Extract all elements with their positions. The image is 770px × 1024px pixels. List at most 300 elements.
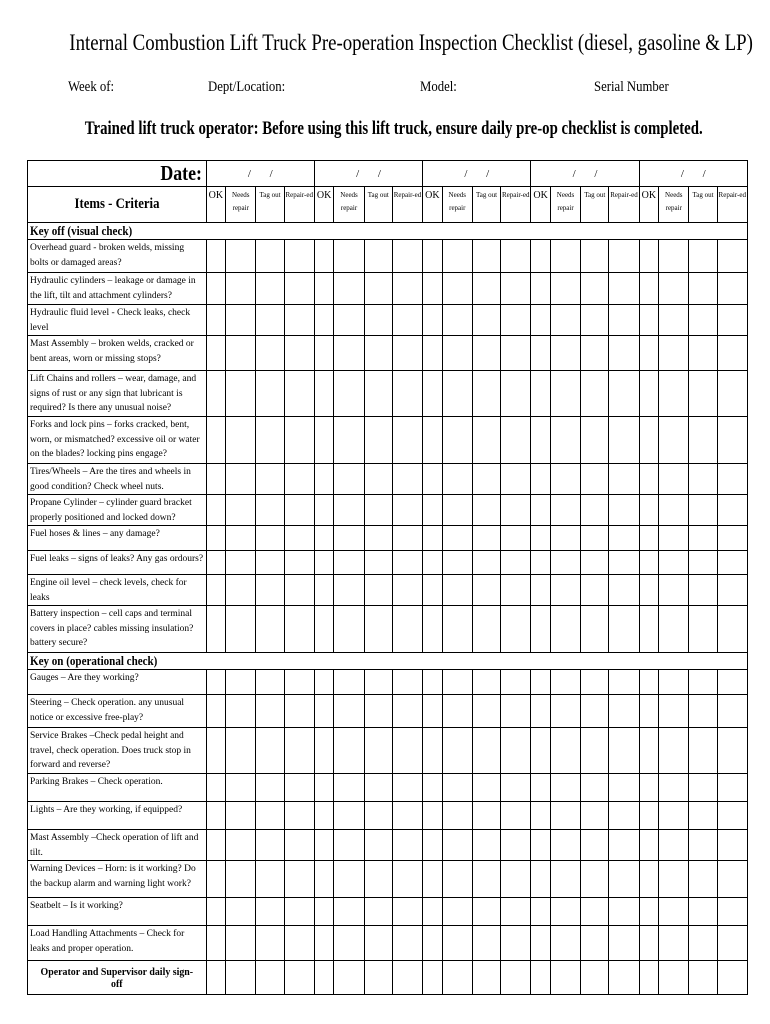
check-box-ok-day-2[interactable]	[314, 495, 333, 526]
signoff-box-day-2[interactable]	[392, 961, 422, 995]
check-box-tag-out-day-3[interactable]	[472, 371, 500, 417]
check-box-ok-day-3[interactable]	[423, 861, 442, 898]
check-box-ok-day-4[interactable]	[531, 670, 550, 695]
check-box-tag-out-day-5[interactable]	[689, 861, 717, 898]
check-box-needs-repair-day-3[interactable]	[442, 926, 472, 961]
date-entry-day-3[interactable]: / /	[423, 161, 531, 187]
check-box-repaired-day-4[interactable]	[609, 495, 639, 526]
check-box-ok-day-5[interactable]	[639, 575, 658, 606]
check-box-needs-repair-day-4[interactable]	[550, 802, 580, 830]
check-box-ok-day-5[interactable]	[639, 774, 658, 802]
signoff-box-day-4[interactable]	[550, 961, 580, 995]
check-box-tag-out-day-3[interactable]	[472, 551, 500, 575]
check-box-tag-out-day-5[interactable]	[689, 526, 717, 551]
check-box-repaired-day-2[interactable]	[392, 551, 422, 575]
check-box-tag-out-day-3[interactable]	[472, 898, 500, 926]
check-box-repaired-day-2[interactable]	[392, 695, 422, 728]
check-box-ok-day-1[interactable]	[206, 273, 225, 305]
check-box-ok-day-5[interactable]	[639, 898, 658, 926]
check-box-repaired-day-3[interactable]	[501, 417, 531, 464]
check-box-repaired-day-2[interactable]	[392, 802, 422, 830]
check-box-tag-out-day-1[interactable]	[256, 336, 284, 371]
check-box-needs-repair-day-5[interactable]	[659, 695, 689, 728]
check-box-repaired-day-5[interactable]	[717, 670, 747, 695]
check-box-ok-day-1[interactable]	[206, 575, 225, 606]
check-box-repaired-day-5[interactable]	[717, 305, 747, 336]
check-box-tag-out-day-1[interactable]	[256, 417, 284, 464]
check-box-tag-out-day-3[interactable]	[472, 336, 500, 371]
check-box-ok-day-4[interactable]	[531, 336, 550, 371]
check-box-tag-out-day-1[interactable]	[256, 575, 284, 606]
check-box-repaired-day-3[interactable]	[501, 305, 531, 336]
check-box-needs-repair-day-1[interactable]	[226, 417, 256, 464]
check-box-tag-out-day-5[interactable]	[689, 802, 717, 830]
check-box-needs-repair-day-1[interactable]	[226, 464, 256, 495]
check-box-tag-out-day-3[interactable]	[472, 575, 500, 606]
check-box-ok-day-5[interactable]	[639, 551, 658, 575]
check-box-ok-day-1[interactable]	[206, 926, 225, 961]
check-box-tag-out-day-1[interactable]	[256, 273, 284, 305]
check-box-needs-repair-day-4[interactable]	[550, 551, 580, 575]
check-box-ok-day-5[interactable]	[639, 670, 658, 695]
date-entry-day-1[interactable]: / /	[206, 161, 314, 187]
check-box-ok-day-4[interactable]	[531, 495, 550, 526]
check-box-tag-out-day-2[interactable]	[364, 830, 392, 861]
check-box-needs-repair-day-3[interactable]	[442, 898, 472, 926]
check-box-tag-out-day-1[interactable]	[256, 551, 284, 575]
check-box-ok-day-3[interactable]	[423, 371, 442, 417]
check-box-tag-out-day-1[interactable]	[256, 802, 284, 830]
check-box-tag-out-day-1[interactable]	[256, 695, 284, 728]
check-box-tag-out-day-5[interactable]	[689, 898, 717, 926]
check-box-repaired-day-3[interactable]	[501, 898, 531, 926]
check-box-ok-day-1[interactable]	[206, 240, 225, 273]
check-box-needs-repair-day-4[interactable]	[550, 898, 580, 926]
check-box-needs-repair-day-1[interactable]	[226, 728, 256, 774]
check-box-tag-out-day-5[interactable]	[689, 695, 717, 728]
check-box-tag-out-day-5[interactable]	[689, 926, 717, 961]
check-box-needs-repair-day-1[interactable]	[226, 830, 256, 861]
check-box-ok-day-5[interactable]	[639, 417, 658, 464]
check-box-tag-out-day-4[interactable]	[581, 551, 609, 575]
check-box-needs-repair-day-1[interactable]	[226, 861, 256, 898]
check-box-repaired-day-4[interactable]	[609, 728, 639, 774]
check-box-ok-day-1[interactable]	[206, 551, 225, 575]
check-box-needs-repair-day-1[interactable]	[226, 670, 256, 695]
check-box-ok-day-3[interactable]	[423, 774, 442, 802]
check-box-needs-repair-day-4[interactable]	[550, 575, 580, 606]
check-box-needs-repair-day-2[interactable]	[334, 774, 364, 802]
check-box-ok-day-3[interactable]	[423, 670, 442, 695]
check-box-ok-day-5[interactable]	[639, 695, 658, 728]
signoff-box-day-3[interactable]	[423, 961, 442, 995]
check-box-needs-repair-day-4[interactable]	[550, 670, 580, 695]
check-box-needs-repair-day-5[interactable]	[659, 898, 689, 926]
check-box-tag-out-day-1[interactable]	[256, 861, 284, 898]
signoff-box-day-1[interactable]	[284, 961, 314, 995]
check-box-repaired-day-4[interactable]	[609, 371, 639, 417]
check-box-needs-repair-day-4[interactable]	[550, 606, 580, 653]
check-box-needs-repair-day-5[interactable]	[659, 606, 689, 653]
check-box-tag-out-day-2[interactable]	[364, 695, 392, 728]
check-box-needs-repair-day-5[interactable]	[659, 861, 689, 898]
check-box-tag-out-day-3[interactable]	[472, 606, 500, 653]
check-box-needs-repair-day-4[interactable]	[550, 240, 580, 273]
check-box-ok-day-1[interactable]	[206, 774, 225, 802]
check-box-repaired-day-3[interactable]	[501, 336, 531, 371]
check-box-needs-repair-day-3[interactable]	[442, 551, 472, 575]
check-box-tag-out-day-4[interactable]	[581, 898, 609, 926]
check-box-ok-day-4[interactable]	[531, 830, 550, 861]
check-box-repaired-day-4[interactable]	[609, 898, 639, 926]
check-box-tag-out-day-1[interactable]	[256, 670, 284, 695]
check-box-ok-day-2[interactable]	[314, 551, 333, 575]
check-box-needs-repair-day-1[interactable]	[226, 371, 256, 417]
check-box-tag-out-day-1[interactable]	[256, 371, 284, 417]
check-box-ok-day-5[interactable]	[639, 240, 658, 273]
check-box-tag-out-day-5[interactable]	[689, 273, 717, 305]
check-box-ok-day-4[interactable]	[531, 464, 550, 495]
check-box-needs-repair-day-4[interactable]	[550, 464, 580, 495]
check-box-needs-repair-day-4[interactable]	[550, 305, 580, 336]
check-box-repaired-day-4[interactable]	[609, 305, 639, 336]
check-box-tag-out-day-1[interactable]	[256, 526, 284, 551]
check-box-tag-out-day-5[interactable]	[689, 551, 717, 575]
check-box-needs-repair-day-3[interactable]	[442, 606, 472, 653]
check-box-ok-day-2[interactable]	[314, 926, 333, 961]
check-box-tag-out-day-4[interactable]	[581, 575, 609, 606]
check-box-repaired-day-1[interactable]	[284, 802, 314, 830]
check-box-needs-repair-day-1[interactable]	[226, 551, 256, 575]
check-box-ok-day-3[interactable]	[423, 728, 442, 774]
check-box-repaired-day-4[interactable]	[609, 273, 639, 305]
check-box-tag-out-day-5[interactable]	[689, 464, 717, 495]
check-box-tag-out-day-1[interactable]	[256, 606, 284, 653]
signoff-box-day-1[interactable]	[226, 961, 256, 995]
check-box-needs-repair-day-1[interactable]	[226, 305, 256, 336]
check-box-repaired-day-1[interactable]	[284, 728, 314, 774]
check-box-needs-repair-day-1[interactable]	[226, 695, 256, 728]
check-box-repaired-day-3[interactable]	[501, 606, 531, 653]
check-box-ok-day-2[interactable]	[314, 371, 333, 417]
check-box-ok-day-1[interactable]	[206, 417, 225, 464]
check-box-ok-day-4[interactable]	[531, 728, 550, 774]
check-box-repaired-day-1[interactable]	[284, 464, 314, 495]
check-box-tag-out-day-3[interactable]	[472, 695, 500, 728]
check-box-needs-repair-day-5[interactable]	[659, 526, 689, 551]
check-box-ok-day-2[interactable]	[314, 802, 333, 830]
signoff-box-day-3[interactable]	[442, 961, 472, 995]
check-box-repaired-day-1[interactable]	[284, 926, 314, 961]
check-box-tag-out-day-2[interactable]	[364, 464, 392, 495]
check-box-repaired-day-1[interactable]	[284, 830, 314, 861]
check-box-needs-repair-day-2[interactable]	[334, 926, 364, 961]
check-box-needs-repair-day-2[interactable]	[334, 336, 364, 371]
check-box-repaired-day-1[interactable]	[284, 551, 314, 575]
check-box-needs-repair-day-3[interactable]	[442, 861, 472, 898]
check-box-ok-day-3[interactable]	[423, 305, 442, 336]
check-box-needs-repair-day-2[interactable]	[334, 898, 364, 926]
check-box-tag-out-day-2[interactable]	[364, 273, 392, 305]
check-box-needs-repair-day-2[interactable]	[334, 695, 364, 728]
check-box-repaired-day-2[interactable]	[392, 495, 422, 526]
check-box-repaired-day-4[interactable]	[609, 861, 639, 898]
check-box-ok-day-2[interactable]	[314, 526, 333, 551]
check-box-tag-out-day-5[interactable]	[689, 336, 717, 371]
check-box-ok-day-1[interactable]	[206, 464, 225, 495]
check-box-ok-day-5[interactable]	[639, 830, 658, 861]
check-box-ok-day-1[interactable]	[206, 695, 225, 728]
check-box-repaired-day-5[interactable]	[717, 371, 747, 417]
check-box-repaired-day-5[interactable]	[717, 830, 747, 861]
check-box-repaired-day-1[interactable]	[284, 240, 314, 273]
check-box-repaired-day-3[interactable]	[501, 728, 531, 774]
check-box-repaired-day-4[interactable]	[609, 551, 639, 575]
check-box-repaired-day-1[interactable]	[284, 305, 314, 336]
check-box-ok-day-3[interactable]	[423, 830, 442, 861]
check-box-repaired-day-3[interactable]	[501, 575, 531, 606]
check-box-repaired-day-4[interactable]	[609, 526, 639, 551]
check-box-repaired-day-4[interactable]	[609, 802, 639, 830]
check-box-ok-day-5[interactable]	[639, 371, 658, 417]
check-box-repaired-day-5[interactable]	[717, 774, 747, 802]
check-box-repaired-day-3[interactable]	[501, 526, 531, 551]
check-box-ok-day-5[interactable]	[639, 526, 658, 551]
check-box-tag-out-day-4[interactable]	[581, 240, 609, 273]
check-box-tag-out-day-4[interactable]	[581, 728, 609, 774]
check-box-needs-repair-day-2[interactable]	[334, 861, 364, 898]
check-box-ok-day-2[interactable]	[314, 898, 333, 926]
check-box-ok-day-1[interactable]	[206, 371, 225, 417]
check-box-ok-day-5[interactable]	[639, 495, 658, 526]
check-box-needs-repair-day-2[interactable]	[334, 464, 364, 495]
check-box-ok-day-5[interactable]	[639, 336, 658, 371]
check-box-repaired-day-1[interactable]	[284, 774, 314, 802]
check-box-repaired-day-4[interactable]	[609, 926, 639, 961]
check-box-repaired-day-5[interactable]	[717, 728, 747, 774]
check-box-needs-repair-day-5[interactable]	[659, 495, 689, 526]
check-box-tag-out-day-4[interactable]	[581, 861, 609, 898]
check-box-ok-day-4[interactable]	[531, 774, 550, 802]
check-box-tag-out-day-2[interactable]	[364, 670, 392, 695]
check-box-repaired-day-2[interactable]	[392, 830, 422, 861]
check-box-repaired-day-1[interactable]	[284, 336, 314, 371]
check-box-needs-repair-day-3[interactable]	[442, 464, 472, 495]
check-box-repaired-day-4[interactable]	[609, 417, 639, 464]
check-box-repaired-day-2[interactable]	[392, 774, 422, 802]
check-box-repaired-day-4[interactable]	[609, 695, 639, 728]
check-box-needs-repair-day-2[interactable]	[334, 495, 364, 526]
check-box-repaired-day-3[interactable]	[501, 774, 531, 802]
check-box-ok-day-2[interactable]	[314, 606, 333, 653]
check-box-ok-day-5[interactable]	[639, 861, 658, 898]
check-box-repaired-day-1[interactable]	[284, 371, 314, 417]
signoff-box-day-2[interactable]	[314, 961, 333, 995]
check-box-ok-day-4[interactable]	[531, 695, 550, 728]
check-box-needs-repair-day-2[interactable]	[334, 606, 364, 653]
check-box-needs-repair-day-3[interactable]	[442, 240, 472, 273]
check-box-needs-repair-day-3[interactable]	[442, 830, 472, 861]
check-box-repaired-day-3[interactable]	[501, 495, 531, 526]
check-box-ok-day-1[interactable]	[206, 526, 225, 551]
check-box-ok-day-2[interactable]	[314, 240, 333, 273]
check-box-needs-repair-day-5[interactable]	[659, 830, 689, 861]
check-box-tag-out-day-4[interactable]	[581, 606, 609, 653]
check-box-tag-out-day-4[interactable]	[581, 495, 609, 526]
check-box-needs-repair-day-1[interactable]	[226, 240, 256, 273]
check-box-tag-out-day-3[interactable]	[472, 670, 500, 695]
check-box-tag-out-day-4[interactable]	[581, 526, 609, 551]
signoff-box-day-3[interactable]	[501, 961, 531, 995]
signoff-box-day-5[interactable]	[717, 961, 747, 995]
check-box-repaired-day-3[interactable]	[501, 802, 531, 830]
check-box-repaired-day-5[interactable]	[717, 606, 747, 653]
check-box-ok-day-1[interactable]	[206, 830, 225, 861]
check-box-tag-out-day-1[interactable]	[256, 240, 284, 273]
check-box-ok-day-1[interactable]	[206, 336, 225, 371]
check-box-tag-out-day-2[interactable]	[364, 898, 392, 926]
check-box-repaired-day-5[interactable]	[717, 551, 747, 575]
check-box-needs-repair-day-2[interactable]	[334, 802, 364, 830]
check-box-repaired-day-5[interactable]	[717, 898, 747, 926]
check-box-ok-day-3[interactable]	[423, 240, 442, 273]
check-box-repaired-day-3[interactable]	[501, 670, 531, 695]
check-box-ok-day-2[interactable]	[314, 774, 333, 802]
check-box-ok-day-3[interactable]	[423, 695, 442, 728]
signoff-box-day-2[interactable]	[334, 961, 364, 995]
check-box-needs-repair-day-3[interactable]	[442, 305, 472, 336]
check-box-needs-repair-day-2[interactable]	[334, 670, 364, 695]
check-box-repaired-day-2[interactable]	[392, 417, 422, 464]
check-box-repaired-day-3[interactable]	[501, 830, 531, 861]
check-box-needs-repair-day-5[interactable]	[659, 305, 689, 336]
check-box-needs-repair-day-1[interactable]	[226, 774, 256, 802]
check-box-ok-day-3[interactable]	[423, 898, 442, 926]
check-box-ok-day-5[interactable]	[639, 802, 658, 830]
check-box-ok-day-4[interactable]	[531, 802, 550, 830]
check-box-ok-day-5[interactable]	[639, 273, 658, 305]
check-box-needs-repair-day-2[interactable]	[334, 551, 364, 575]
check-box-tag-out-day-1[interactable]	[256, 926, 284, 961]
check-box-tag-out-day-5[interactable]	[689, 606, 717, 653]
check-box-repaired-day-3[interactable]	[501, 240, 531, 273]
check-box-ok-day-4[interactable]	[531, 240, 550, 273]
check-box-tag-out-day-3[interactable]	[472, 305, 500, 336]
check-box-needs-repair-day-4[interactable]	[550, 495, 580, 526]
check-box-repaired-day-5[interactable]	[717, 802, 747, 830]
check-box-needs-repair-day-3[interactable]	[442, 774, 472, 802]
check-box-repaired-day-5[interactable]	[717, 526, 747, 551]
check-box-needs-repair-day-5[interactable]	[659, 551, 689, 575]
check-box-ok-day-1[interactable]	[206, 802, 225, 830]
check-box-needs-repair-day-1[interactable]	[226, 926, 256, 961]
check-box-needs-repair-day-5[interactable]	[659, 728, 689, 774]
check-box-tag-out-day-2[interactable]	[364, 861, 392, 898]
check-box-tag-out-day-2[interactable]	[364, 728, 392, 774]
check-box-tag-out-day-2[interactable]	[364, 305, 392, 336]
check-box-tag-out-day-3[interactable]	[472, 417, 500, 464]
signoff-box-day-4[interactable]	[531, 961, 550, 995]
check-box-needs-repair-day-2[interactable]	[334, 526, 364, 551]
check-box-repaired-day-3[interactable]	[501, 551, 531, 575]
check-box-ok-day-2[interactable]	[314, 861, 333, 898]
signoff-box-day-5[interactable]	[639, 961, 658, 995]
check-box-ok-day-4[interactable]	[531, 526, 550, 551]
signoff-box-day-1[interactable]	[206, 961, 225, 995]
check-box-needs-repair-day-5[interactable]	[659, 575, 689, 606]
check-box-repaired-day-2[interactable]	[392, 606, 422, 653]
check-box-repaired-day-1[interactable]	[284, 695, 314, 728]
check-box-repaired-day-2[interactable]	[392, 526, 422, 551]
check-box-ok-day-2[interactable]	[314, 336, 333, 371]
check-box-ok-day-3[interactable]	[423, 526, 442, 551]
check-box-repaired-day-2[interactable]	[392, 273, 422, 305]
check-box-repaired-day-5[interactable]	[717, 464, 747, 495]
check-box-needs-repair-day-3[interactable]	[442, 728, 472, 774]
check-box-ok-day-2[interactable]	[314, 695, 333, 728]
check-box-tag-out-day-4[interactable]	[581, 464, 609, 495]
check-box-needs-repair-day-1[interactable]	[226, 273, 256, 305]
date-entry-day-4[interactable]: / /	[531, 161, 639, 187]
check-box-ok-day-4[interactable]	[531, 305, 550, 336]
check-box-repaired-day-5[interactable]	[717, 861, 747, 898]
check-box-tag-out-day-3[interactable]	[472, 830, 500, 861]
check-box-ok-day-1[interactable]	[206, 898, 225, 926]
check-box-tag-out-day-3[interactable]	[472, 495, 500, 526]
check-box-needs-repair-day-3[interactable]	[442, 526, 472, 551]
check-box-tag-out-day-1[interactable]	[256, 495, 284, 526]
check-box-ok-day-3[interactable]	[423, 926, 442, 961]
check-box-needs-repair-day-4[interactable]	[550, 728, 580, 774]
check-box-repaired-day-1[interactable]	[284, 606, 314, 653]
check-box-needs-repair-day-5[interactable]	[659, 240, 689, 273]
date-entry-day-5[interactable]: / /	[639, 161, 747, 187]
check-box-tag-out-day-2[interactable]	[364, 371, 392, 417]
check-box-repaired-day-5[interactable]	[717, 240, 747, 273]
check-box-ok-day-4[interactable]	[531, 575, 550, 606]
check-box-needs-repair-day-3[interactable]	[442, 695, 472, 728]
check-box-repaired-day-3[interactable]	[501, 371, 531, 417]
check-box-repaired-day-5[interactable]	[717, 336, 747, 371]
check-box-needs-repair-day-5[interactable]	[659, 417, 689, 464]
check-box-tag-out-day-2[interactable]	[364, 606, 392, 653]
check-box-tag-out-day-1[interactable]	[256, 774, 284, 802]
check-box-repaired-day-2[interactable]	[392, 898, 422, 926]
check-box-repaired-day-1[interactable]	[284, 575, 314, 606]
check-box-repaired-day-4[interactable]	[609, 774, 639, 802]
check-box-repaired-day-1[interactable]	[284, 495, 314, 526]
check-box-needs-repair-day-4[interactable]	[550, 861, 580, 898]
check-box-needs-repair-day-5[interactable]	[659, 371, 689, 417]
check-box-repaired-day-1[interactable]	[284, 273, 314, 305]
check-box-repaired-day-3[interactable]	[501, 464, 531, 495]
check-box-ok-day-2[interactable]	[314, 728, 333, 774]
check-box-ok-day-2[interactable]	[314, 670, 333, 695]
signoff-box-day-2[interactable]	[364, 961, 392, 995]
check-box-needs-repair-day-3[interactable]	[442, 802, 472, 830]
check-box-repaired-day-4[interactable]	[609, 575, 639, 606]
check-box-tag-out-day-3[interactable]	[472, 774, 500, 802]
check-box-tag-out-day-3[interactable]	[472, 464, 500, 495]
check-box-ok-day-1[interactable]	[206, 495, 225, 526]
check-box-needs-repair-day-4[interactable]	[550, 417, 580, 464]
check-box-tag-out-day-3[interactable]	[472, 526, 500, 551]
check-box-repaired-day-3[interactable]	[501, 926, 531, 961]
signoff-box-day-4[interactable]	[609, 961, 639, 995]
check-box-tag-out-day-2[interactable]	[364, 526, 392, 551]
check-box-repaired-day-1[interactable]	[284, 526, 314, 551]
signoff-box-day-5[interactable]	[689, 961, 717, 995]
